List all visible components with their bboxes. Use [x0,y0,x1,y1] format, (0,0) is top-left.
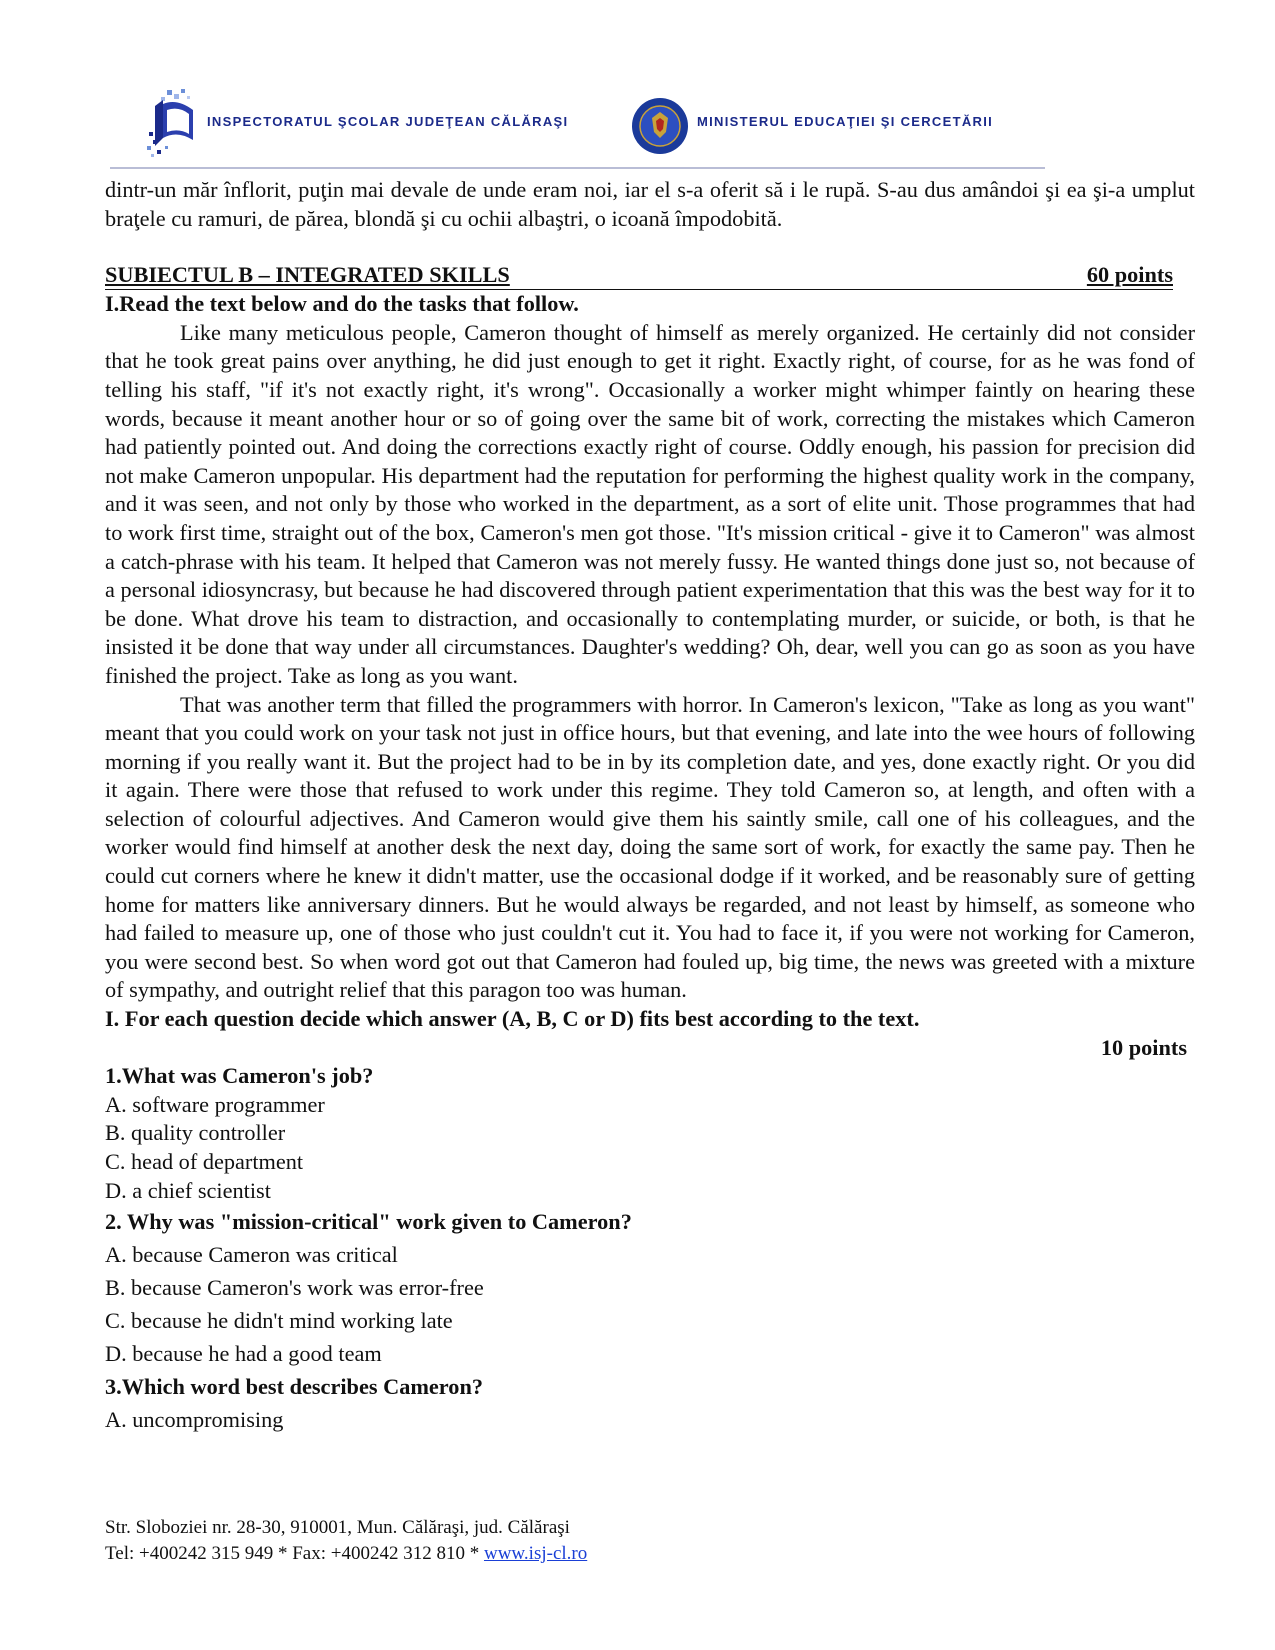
header-divider [110,167,1045,169]
document-body [105,176,1195,1436]
q2-option-c: C. because he didn't mind working late [105,1308,453,1334]
q2-option-d: D. because he had a good team [105,1341,382,1367]
q3-option-a [105,1403,1195,1436]
q2-option-b: B. because Cameron's work was error-free [105,1275,484,1301]
isj-calarasi-logo [145,88,207,160]
intro-continuation: dintr-un măr înflorit, puţin mai devale de unde eram noi, iar el s-a oferit să i le rupă. S-au dus amândoi şi ea şi-a umplut braţele cu ramuri, de părea, blondă şi cu ochii albaştri, o icoană împodobită. [105,177,1195,231]
footer-address: Str. Sloboziei nr. 28-30, 910001, Mun. Călăraşi, jud. Călăraşi [105,1517,570,1538]
q1-option-b: B. quality controller [105,1120,286,1146]
question-2 [105,1205,1195,1238]
q2-number: 2 [105,1209,117,1235]
task-heading: I.Read the text below and do the tasks that follow. [105,291,579,317]
passage-paragraph-2: That was another term that filled the programmers with horror. In Cameron's lexicon, "Take as long as you want" meant that you could work on your task not just in office hours, but that evening, and late into the wee hours of following morning if you really want it. But the project had to be in by its completion date, and yes, done exactly right. Or you did it again. There were those that refused to work under this regime. They told Cameron so, at length, and often with a selection of colourful adjectives. And Cameron would give them his saintly smile, call one of his colleagues, and the worker would find himself at another desk the next day, doing the same sort of work, for exactly the same pay. Then he could cut corners where he knew it didn't matter, use the occasional dodge if it worked, and be reasonably sure of getting home for matters like anniversary dinners. But he would always be regarded, and not least by himself, as someone who had failed to measure up, one of those who just couldn't cut it. You had to face it, if you were not working for Cameron, you were second best. So when word got out that Cameron had fouled up, big time, the news was greeted with a mixture of sympathy, and outright relief that this paragon too was human. [105,691,1195,1003]
q2-text: . Why was "mission-critical" work given to Cameron? [116,1209,632,1235]
ministry-seal-icon [630,96,690,156]
section-points: 60 points [1086,262,1173,288]
q1-option-a: A. software programmer [105,1091,325,1117]
spacer [105,233,1195,261]
q1-option-d: D. a chief scientist [105,1177,271,1203]
footer-contact-line [105,1541,587,1567]
q1-option-c: C. head of department [105,1149,304,1174]
org-name-isj: INSPECTORATUL ŞCOLAR JUDEŢEAN CĂLĂRAŞI [207,114,569,129]
passage-paragraph-1: Like many meticulous people, Cameron thought of himself as merely organized. He certainly did not consider that he took great pains over anything, he did just enough to get it right. Exactly right, of course, for as he was fond of telling his staff, "if it's not exactly right, it's wrong". Occasionally a worker might whimper faintly on hearing these words, because it meant another hour or so of going over the same bit of work, correcting the mistakes which Cameron had patiently pointed out. And doing the corrections exactly right of course. Oddly enough, his passion for precision did not make Cameron unpopular. His department had the reputation for performing the highest quality work in the company, and it was seen, and not only by those who worked in the department, as a sort of elite unit. Those programmes that had to work first time, straight out of the box, Cameron's men got those. "It's mission critical - give it to Cameron" was almost a catch-phrase with his team. It helped that Cameron was not merely fussy. He wanted things done just so, not because of a personal idiosyncrasy, but because he had discovered through patient experimentation that this was the best way for it to be done. What drove his team to distraction, and occasionally to contemplating murder, or suicide, or both, is that he insisted it be done that way under all circumstances. Daughter's wedding? Oh, dear, well you can go as soon as you have finished the project. Take as long as you want. [105,319,1195,688]
org-name-ministry: MINISTERUL EDUCAŢIEI ŞI CERCETĂRII [697,114,994,129]
q2-option-a: A. because Cameron was critical [105,1242,398,1268]
section-heading [105,261,1173,290]
task-instructions: I. For each question decide which answer (A, B, C or D) fits best according to the text. [105,1006,920,1032]
question-1: 1.What was Cameron's job? [105,1063,374,1089]
q3-option-a-text: uncompromising [126,1407,284,1433]
footer-contact: Tel: +400242 315 949 * Fax: +400242 312 810 * [105,1543,484,1564]
task-points: 10 points [1100,1034,1187,1060]
website-link[interactable]: www.isj-cl.ro [483,1543,588,1564]
section-title: SUBIECTUL B – INTEGRATED SKILLS [105,262,510,288]
page-header [145,88,1045,178]
question-3: 3.Which word best describes Cameron? [105,1374,484,1400]
page-footer [105,1515,587,1567]
q3-option-a-letter: A. [105,1407,127,1433]
